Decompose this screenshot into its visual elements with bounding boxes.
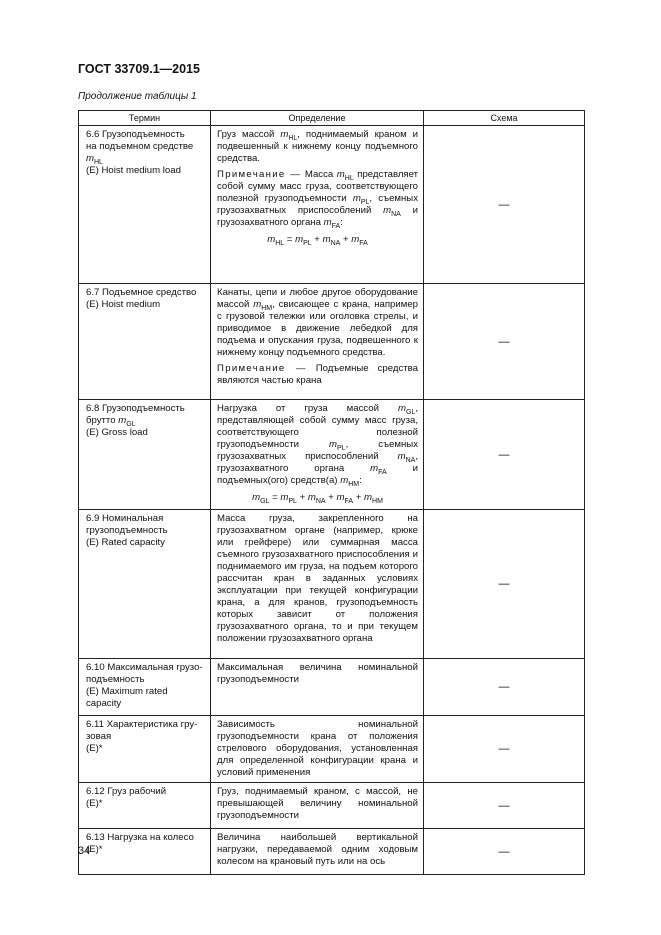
note-text: Подъемные средства являются частью крана	[217, 363, 418, 386]
scheme-cell: —	[424, 659, 585, 716]
term-line: (E) Maximum rated	[86, 686, 168, 697]
definition-cell	[211, 659, 424, 716]
term-cell	[79, 783, 211, 829]
note-text: Масса $m_{HL}$ представляет собой сумму масс груза, соответствующего полезной грузоподъемности $m_{PL}$, съемных грузозахватных приспособлений $m_{NA}$ и грузозахватного органа $m_{FA}$:	[217, 169, 419, 230]
term-cell	[79, 829, 211, 875]
document-header: ГОСТ 33709.1—2015	[78, 62, 200, 76]
term-line: 6.10 Максимальная грузо-	[86, 662, 203, 673]
term-line: (E)*	[86, 798, 103, 809]
term-line: 6.12 Груз рабочий	[86, 786, 167, 797]
note-label: Примечание —	[217, 169, 302, 180]
table-row	[79, 716, 585, 783]
definition-text: Груз массой $m_{HL}$, поднимаемый краном и подвешенный к нижнему концу подъемного средства.	[217, 129, 418, 164]
definition-cell	[211, 829, 424, 875]
definition-text: Груз, поднимаемый краном, с массой, не превышающей величину номинальной грузоподъемности	[217, 786, 418, 821]
term-line: 6.13 Нагрузка на колесо	[86, 832, 194, 843]
term-line: грузоподъемность	[86, 525, 168, 536]
definition-cell	[211, 510, 424, 659]
term-line: на подъемном средстве	[86, 141, 194, 152]
scheme-cell: —	[424, 126, 585, 284]
term-line: (E)*	[86, 844, 103, 855]
term-line: 6.11 Характеристика гру-	[86, 719, 198, 730]
definition-note	[217, 169, 418, 229]
term-cell	[79, 126, 211, 284]
table-row	[79, 783, 585, 829]
table-row	[79, 400, 585, 510]
term-line: $m_{HL}$	[86, 153, 103, 166]
definition-text: Величина наибольшей вертикальной нагрузки, передаваемой одним ходовым колесом на крановый путь или на ось	[217, 832, 418, 867]
term-cell	[79, 510, 211, 659]
table-row	[79, 659, 585, 716]
term-line: (E) Hoist medium load	[86, 165, 181, 176]
page-number: 34	[78, 845, 91, 857]
table-row	[79, 510, 585, 659]
term-cell	[79, 659, 211, 716]
term-line: (E)*	[86, 743, 103, 754]
table-header-row	[79, 111, 585, 126]
definition-text: Максимальная величина номинальной грузоподъемности	[217, 662, 418, 685]
term-cell	[79, 716, 211, 783]
term-line: capacity	[86, 698, 122, 709]
definition-text: Масса груза, закрепленного на грузозахватном органе (например, крюке или грейфере) или суммарная масса съемного грузозахватного приспособления и поднимаемого им груза, на подъем которого рассчитан кран в заданных условиях эксплуатации при текущей конфигурации крана, а для кранов, грузоподъемность которых зависит от положения грузозахватного органа, то и при текущем положении грузозахватного органа	[217, 513, 418, 644]
term-line: (E) Hoist medium	[86, 299, 161, 310]
scheme-cell: —	[424, 284, 585, 400]
term-line: подъемность	[86, 674, 145, 685]
scheme-cell: —	[424, 716, 585, 783]
term-line: 6.6 Грузоподъемность	[86, 129, 185, 140]
definition-cell	[211, 783, 424, 829]
column-header-scheme: Схема	[424, 111, 585, 126]
table-row	[79, 284, 585, 400]
term-line: брутто $m_{GL}$	[86, 415, 136, 428]
term-line: 6.8 Грузоподъемность	[86, 403, 185, 414]
term-cell	[79, 400, 211, 510]
note-label: Примечание —	[217, 363, 307, 374]
term-line: (E) Rated capacity	[86, 537, 165, 548]
term-line: зовая	[86, 731, 112, 742]
definition-text: Канаты, цепи и любое другое оборудование массой $m_{HM}$, свисающее с крана, например с грузовой тележки или оголовка стрелы, и приводимое в движение лебедкой для подъема и опускания груза, подвешенного к нижнему концу подъемного средства.	[217, 287, 419, 358]
term-line: (E) Gross load	[86, 427, 148, 438]
term-line: 6.7 Подъемное средство	[86, 287, 197, 298]
scheme-cell: —	[424, 400, 585, 510]
terms-table	[78, 110, 585, 875]
definition-cell	[211, 284, 424, 400]
definition-cell	[211, 126, 424, 284]
table-caption: Продолжение таблицы 1	[78, 91, 197, 102]
formula: $m_{HL} = m_{PL} + m_{NA} + m_{FA}$	[267, 234, 368, 247]
definition-cell	[211, 400, 424, 510]
table-row	[79, 829, 585, 875]
column-header-term: Термин	[79, 111, 211, 126]
term-line: 6.9 Номинальная	[86, 513, 164, 524]
term-cell	[79, 284, 211, 400]
scheme-cell: —	[424, 783, 585, 829]
definition-note	[217, 363, 418, 387]
definition-text: Нагрузка от груза массой $m_{GL}$, представляющей собой сумму масс груза, соответствующего полезной грузоподъемности $m_{PL}$, съемных грузозахватных приспособлений $m_{NA}$, грузозахватного органа $m_{FA}$ и подъемных(ого) средств(а) $m_{HM}$:	[217, 403, 418, 488]
column-header-definition: Определение	[211, 111, 424, 126]
table-row	[79, 126, 585, 284]
scheme-cell: —	[424, 510, 585, 659]
definition-text: Зависимость номинальной грузоподъемности крана от положения стрелового оборудования, установленная для определенной конфигурации крана и условий применения	[217, 719, 418, 778]
scheme-cell: —	[424, 829, 585, 875]
formula: $m_{GL} = m_{PL} + m_{NA} + m_{FA} + m_{HM}$	[252, 492, 383, 505]
definition-cell	[211, 716, 424, 783]
